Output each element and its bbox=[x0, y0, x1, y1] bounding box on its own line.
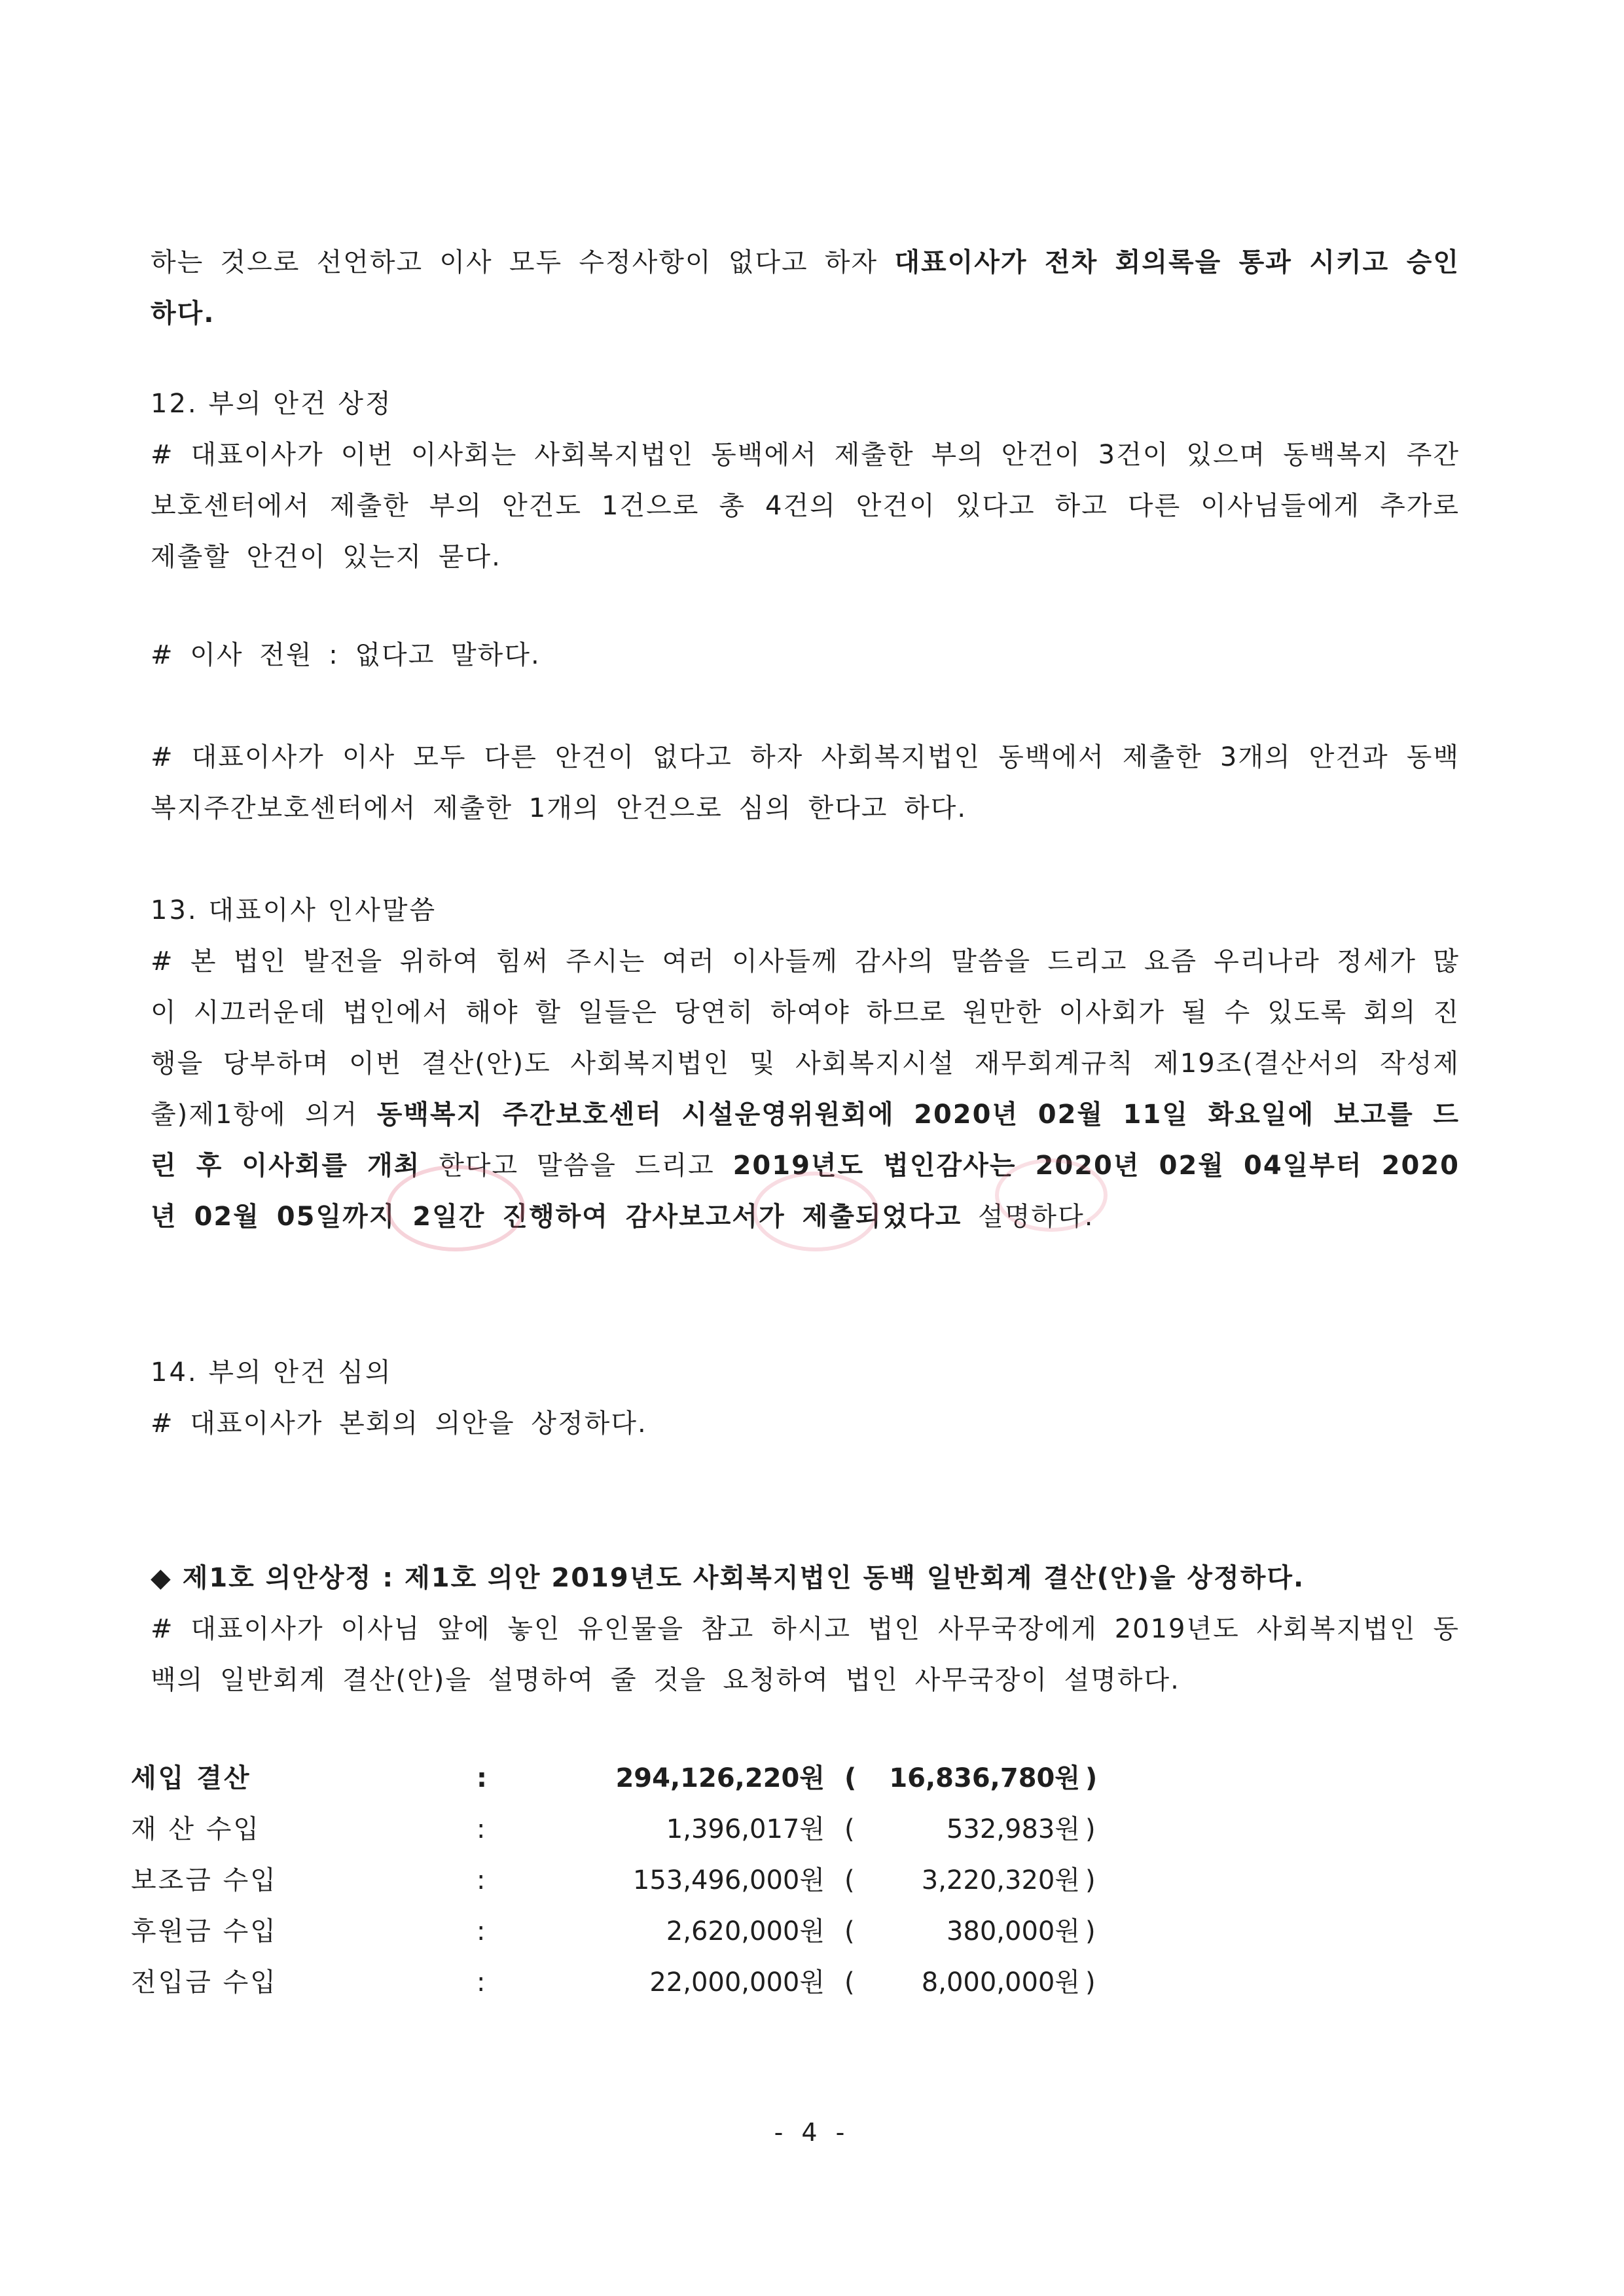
row-paren-close: ) bbox=[1085, 1763, 1098, 1793]
section-12-paragraph-2: # 이사 전원 : 없다고 말하다. bbox=[151, 640, 541, 670]
row-label: 후원금 수입 bbox=[131, 1916, 278, 1946]
row-amount: 1,396,017원 bbox=[666, 1814, 825, 1844]
section-13-text-c: 한다고 말씀을 드리고 bbox=[420, 1151, 733, 1181]
row-sub-amount: 8,000,000원 bbox=[921, 1967, 1080, 1998]
row-paren-open: ( bbox=[844, 1916, 855, 1946]
section-12-paragraph-1: # 대표이사가 이번 이사회는 사회복지법인 동백에서 제출한 부의 안건이 3건이 있으며 동백복지 주간보호센터에서 제출한 부의 안건도 1건으로 총 4건의 안건이 있다고 하고 다른 이사님들에게 추가로 제출할 안건이 있는지 묻다. bbox=[151, 440, 1460, 572]
section-13-text-a: # 본 법인 발전을 위하여 힘써 주시는 여러 이사들께 감사의 말씀을 드리고 요즘 우리나라 정세가 많이 시끄러운데 법인에서 해야 할 일들은 당연히 하여야 하므로 원만한 이사회가 될 수 있도록 회의 진행을 당부하며 이번 결산(안)도 사회복지법인 및 사회복지시설 재무회계규칙 제19조(결산서의 작성제출)제1항에 의거 bbox=[151, 946, 1460, 1130]
row-amount: 22,000,000원 bbox=[649, 1967, 825, 1998]
section-12-paragraph-3: # 대표이사가 이사 모두 다른 안건이 없다고 하자 사회복지법인 동백에서 제출한 3개의 안건과 동백복지주간보호센터에서 제출한 1개의 안건으로 심의 한다고 하다. bbox=[151, 742, 1460, 823]
row-label: 전입금 수입 bbox=[131, 1967, 278, 1998]
continuation-paragraph bbox=[151, 237, 1460, 339]
row-paren-open: ( bbox=[844, 1865, 855, 1895]
seal-stamp-1 bbox=[386, 1165, 525, 1251]
row-paren-open: ( bbox=[844, 1763, 857, 1793]
section-12-heading: 12. 부의 안건 상정 bbox=[151, 389, 393, 419]
row-paren-close: ) bbox=[1085, 1967, 1096, 1998]
row-amount: 2,620,000원 bbox=[666, 1916, 825, 1946]
section-13-heading: 13. 대표이사 인사말씀 bbox=[151, 895, 437, 925]
agenda-1-paragraph: # 대표이사가 이사님 앞에 놓인 유인물을 참고 하시고 법인 사무국장에게 2019년도 사회복지법인 동백의 일반회계 결산(안)을 설명하여 줄 것을 요청하여 법인 사무국장이 설명하다. bbox=[151, 1614, 1460, 1695]
row-paren-open: ( bbox=[844, 1814, 855, 1844]
row-sub-amount: 16,836,780원 bbox=[889, 1763, 1080, 1793]
row-colon: : bbox=[477, 1814, 486, 1844]
row-label: 세입 결산 bbox=[131, 1763, 251, 1793]
section-13-text-e: 설명하다. bbox=[962, 1202, 1094, 1232]
row-colon: : bbox=[477, 1916, 486, 1946]
section-13-bold-d: 2019년도 법인감사는 2020년 02월 04일부터 2020년 02월 05일까지 2일간 진행하여 감사보고서가 제출되었다고 bbox=[151, 1151, 1460, 1232]
row-colon: : bbox=[477, 1763, 487, 1793]
section-14-heading: 14. 부의 안건 심의 bbox=[151, 1357, 393, 1388]
row-paren-close: ) bbox=[1085, 1865, 1096, 1895]
row-amount: 153,496,000원 bbox=[632, 1865, 825, 1895]
seal-stamp-2 bbox=[753, 1172, 878, 1251]
row-label: 보조금 수입 bbox=[131, 1865, 278, 1895]
row-sub-amount: 380,000원 bbox=[946, 1916, 1080, 1946]
row-sub-amount: 3,220,320원 bbox=[921, 1865, 1080, 1895]
row-sub-amount: 532,983원 bbox=[946, 1814, 1080, 1844]
section-13-bold-b: 동백복지 주간보호센터 시설운영위원회에 2020년 02월 11일 화요일에 보고를 드린 후 이사회를 개최 bbox=[151, 1100, 1460, 1181]
agenda-1-title: ◆ 제1호 의안상정 : 제1호 의안 2019년도 사회복지법인 동백 일반회계 결산(안)을 상정하다. bbox=[151, 1563, 1305, 1593]
row-paren-close: ) bbox=[1085, 1814, 1096, 1844]
row-paren-close: ) bbox=[1085, 1916, 1096, 1946]
row-colon: : bbox=[477, 1865, 486, 1895]
continuation-text: 하는 것으로 선언하고 이사 모두 수정사항이 없다고 하자 bbox=[151, 247, 895, 278]
section-14-paragraph: # 대표이사가 본회의 의안을 상정하다. bbox=[151, 1408, 647, 1439]
page-number: - 4 - bbox=[774, 2118, 850, 2147]
row-label: 재 산 수입 bbox=[131, 1814, 261, 1844]
seal-stamp-3 bbox=[995, 1158, 1108, 1232]
row-paren-open: ( bbox=[844, 1967, 855, 1998]
continuation-bold-text: 대표이사가 전차 회의록을 통과 시키고 승인하다. bbox=[151, 247, 1460, 329]
row-amount: 294,126,220원 bbox=[615, 1763, 825, 1793]
row-colon: : bbox=[477, 1967, 486, 1998]
